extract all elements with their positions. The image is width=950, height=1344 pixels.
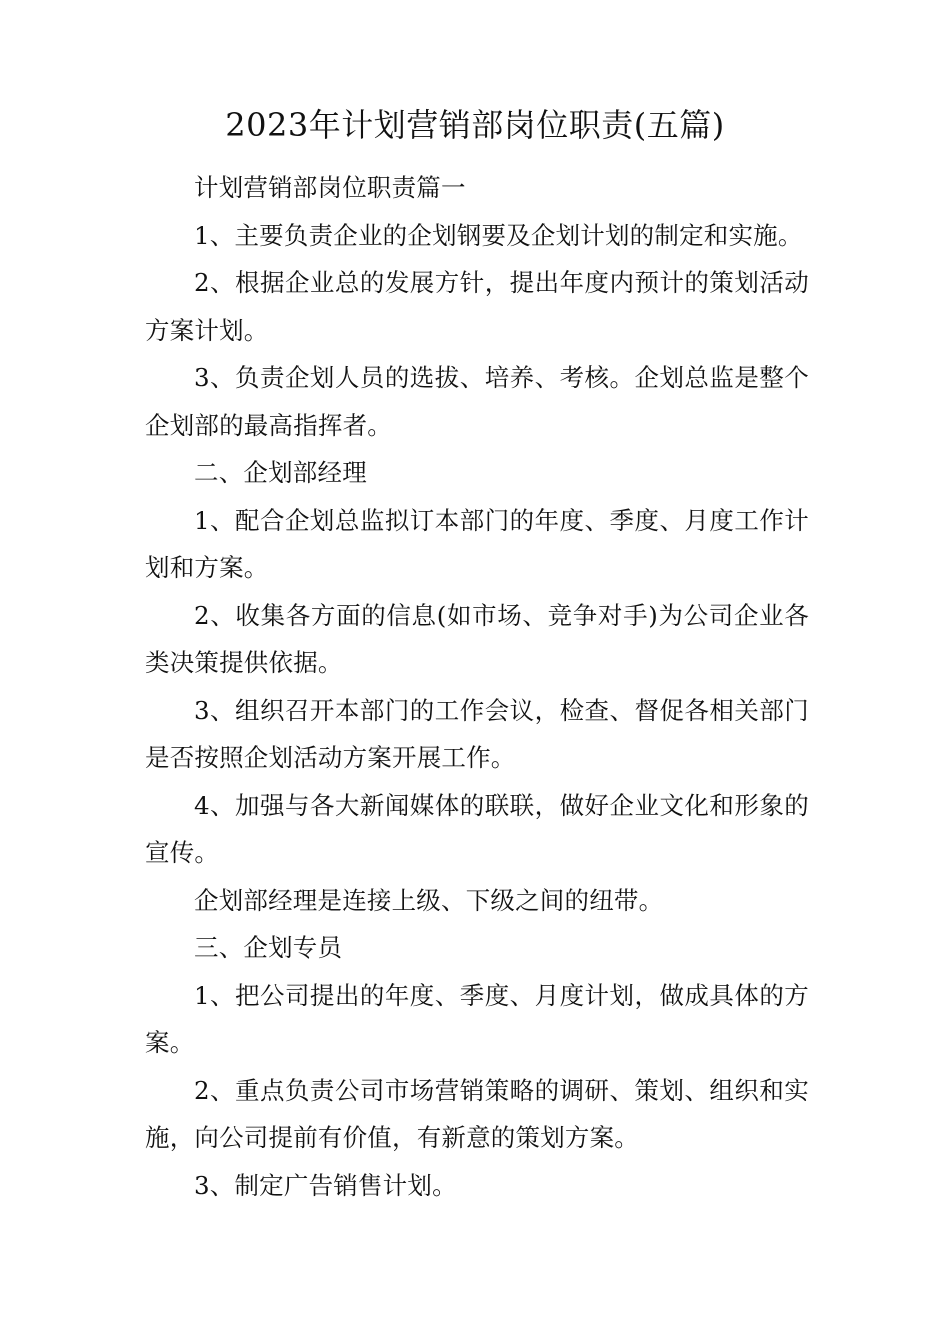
paragraph: 2、收集各方面的信息(如市场、竞争对手)为公司企业各类决策提供依据。	[145, 600, 809, 677]
paragraph: 1、配合企划总监拟订本部门的年度、季度、月度工作计划和方案。	[145, 505, 809, 582]
paragraph: 3、组织召开本部门的工作会议，检查、督促各相关部门是否按照企划活动方案开展工作。	[145, 695, 809, 772]
paragraph: 计划营销部岗位职责篇一	[194, 173, 466, 202]
section-heading: 二、企划部经理	[194, 458, 367, 487]
paragraph: 3、负责企划人员的选拔、培养、考核。企划总监是整个企划部的最高指挥者。	[145, 363, 809, 440]
paragraph: 3、制定广告销售计划。	[194, 1170, 457, 1200]
paragraph: 1、把公司提出的年度、季度、月度计划，做成具体的方案。	[145, 980, 809, 1057]
section-heading: 三、企划专员	[194, 933, 343, 962]
document-body	[145, 164, 809, 1209]
paragraph: 企划部经理是连接上级、下级之间的纽带。	[194, 885, 664, 915]
document-title: 2023年计划营销部岗位职责(五篇)	[225, 106, 725, 144]
paragraph: 2、根据企业总的发展方针，提出年度内预计的策划活动方案计划。	[145, 268, 809, 345]
paragraph: 4、加强与各大新闻媒体的联联，做好企业文化和形象的宣传。	[145, 790, 809, 867]
paragraph: 2、重点负责公司市场营销策略的调研、策划、组织和实施，向公司提前有价值，有新意的策划方案。	[145, 1075, 809, 1152]
paragraph: 1、主要负责企业的企划钢要及企划计划的制定和实施。	[194, 220, 803, 250]
